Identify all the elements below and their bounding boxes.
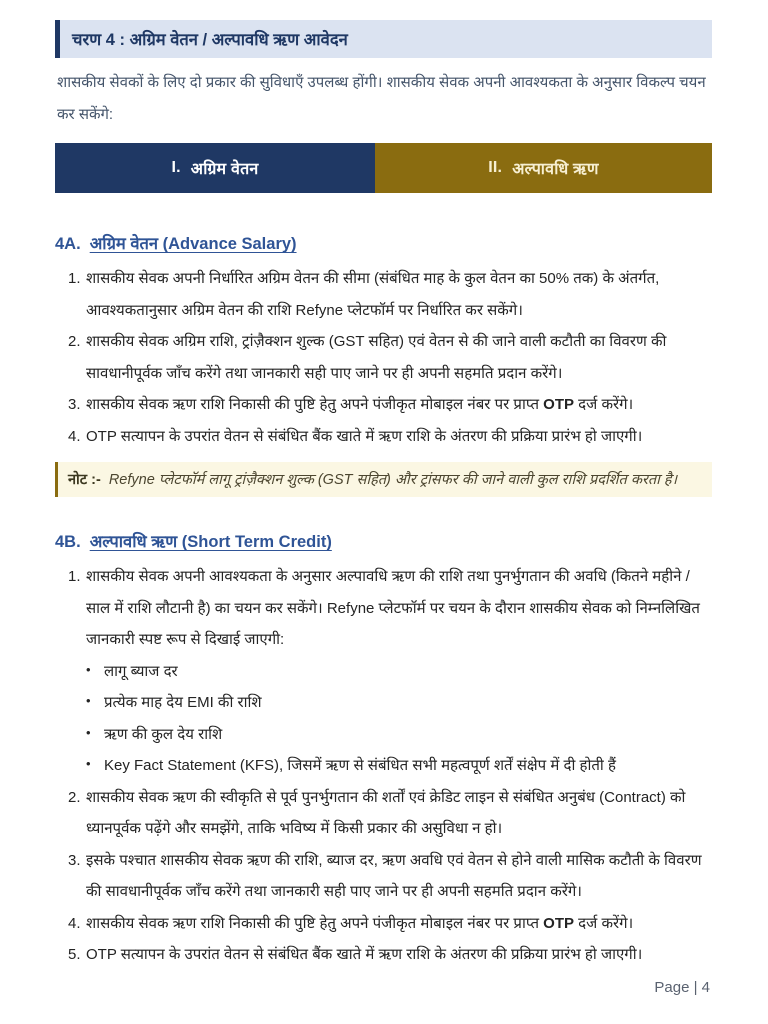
option-short-term-credit [375, 143, 712, 193]
option-bar [55, 143, 712, 193]
step-header [55, 20, 712, 58]
note-label: नोट :- [68, 472, 101, 488]
section-4b-list [55, 561, 712, 656]
option-short-term-credit-label: अल्पावधि ऋण [512, 161, 599, 178]
page-number: Page | 4 [654, 979, 710, 996]
list-item-number: 4. [68, 427, 81, 445]
list-item-number: 5. [68, 946, 81, 963]
section-4b-bullet-list [55, 656, 712, 782]
list-item [55, 389, 712, 421]
note-box [55, 462, 712, 497]
option-advance-salary-label: अग्रिम वेतन [190, 161, 259, 178]
list-item [55, 845, 712, 908]
bullet-item [55, 719, 712, 751]
option-advance-salary-numeral: I. [171, 159, 181, 176]
list-item-text: शासकीय सेवक अपनी आवश्यकता के अनुसार अल्पावधि ऋण की राशि तथा पुनर्भुगतान की अवधि (कितने महीने / साल में राशि लौटानी है) का चयन कर सकेंगे। Refyne प्लेटफॉर्म पर चयन के दौरान शासकीय सेवक को निम्नलिखित जानकारी स्पष्ट रूप से दिखाई जाएगी: [86, 568, 700, 648]
list-item-number: 4. [68, 914, 81, 932]
list-item [55, 326, 712, 389]
note-text: Refyne प्लेटफॉर्म लागू ट्रांज़ैक्शन शुल्क (GST सहित) और ट्रांसफर की जाने वाली कुल राशि प्रदर्शित करता है। [108, 472, 678, 488]
list-item-number: 3. [68, 396, 81, 413]
bullet-item-text: लागू ब्याज दर [104, 662, 178, 680]
step-title: चरण 4 : अग्रिम वेतन / अल्पावधि ऋण आवेदन [72, 31, 348, 49]
list-item-text: इसके पश्चात शासकीय सेवक ऋण की राशि, ब्याज दर, ऋण अवधि एवं वेतन से होने वाली मासिक कटौती के विवरण की सावधानीपूर्वक जाँच करेंगे तथा जानकारी सही पाए जाने पर ही अपनी सहमति प्रदान करेंगे। [86, 851, 702, 900]
list-item-number: 2. [68, 788, 81, 806]
list-item-text: OTP सत्यापन के उपरांत वेतन से संबंधित बैंक खाते में ऋण राशि के अंतरण की प्रक्रिया प्रारंभ हो जाएगी। [86, 946, 643, 963]
section-4b-title: अल्पावधि ऋण (Short Term Credit) [89, 533, 332, 551]
list-item [55, 421, 712, 453]
list-item-number: 3. [68, 851, 81, 869]
list-item-text: शासकीय सेवक ऋण की स्वीकृति से पूर्व पुनर्भुगतान की शर्तों एवं क्रेडिट लाइन से संबंधित अनुबंध (Contract) को ध्यानपूर्वक पढ़ेंगे और समझेंगे, ताकि भविष्य में किसी प्रकार की असुविधा न हो। [86, 788, 686, 837]
list-item-text: शासकीय सेवक अपनी निर्धारित अग्रिम वेतन की सीमा (संबंधित माह के कुल वेतन का 50% तक) के अंतर्गत, आवश्यकतानुसार अग्रिम वेतन की राशि Refyne प्लेटफॉर्म पर निर्धारित कर सकेंगे। [86, 270, 660, 319]
section-4a-number: 4A. [55, 235, 81, 253]
bullet-item [55, 687, 712, 719]
bullet-item-text: ऋण की कुल देय राशि [104, 725, 223, 743]
option-short-term-credit-numeral: II. [488, 159, 503, 176]
bullet-marker: • [86, 724, 91, 740]
list-item-number: 1. [68, 568, 81, 585]
section-4b-number: 4B. [55, 533, 81, 551]
list-item [55, 908, 712, 940]
list-item-text: OTP सत्यापन के उपरांत वेतन से संबंधित बैंक खाते में ऋण राशि के अंतरण की प्रक्रिया प्रारंभ हो जाएगी। [86, 427, 643, 445]
section-4b-heading [55, 529, 712, 552]
list-item-number: 1. [68, 270, 81, 287]
section-4a-title: अग्रिम वेतन (Advance Salary) [89, 235, 297, 253]
option-advance-salary [55, 143, 375, 193]
intro-text: शासकीय सेवकों के लिए दो प्रकार की सुविधाएँ उपलब्ध होंगी। शासकीय सेवक अपनी आवश्यकता के अनुसार विकल्प चयन कर सकेंगे: [57, 74, 706, 123]
list-item [55, 782, 712, 845]
list-item [55, 939, 712, 971]
list-item-text: शासकीय सेवक अग्रिम राशि, ट्रांज़ैक्शन शुल्क (GST सहित) एवं वेतन से की जाने वाली कटौती का विवरण की सावधानीपूर्वक जाँच करेंगे तथा जानकारी सही पाए जाने पर ही अपनी सहमति प्रदान करेंगे। [86, 333, 667, 382]
bullet-item-text: Key Fact Statement (KFS), जिसमें ऋण से संबंधित सभी महत्वपूर्ण शर्तें संक्षेप में दी होती हैं [104, 757, 616, 774]
bullet-marker: • [86, 693, 91, 708]
list-item-text: शासकीय सेवक ऋण राशि निकासी की पुष्टि हेतु अपने पंजीकृत मोबाइल नंबर पर प्राप्त OTP दर्ज करेंगे। [86, 914, 634, 932]
list-item-text: शासकीय सेवक ऋण राशि निकासी की पुष्टि हेतु अपने पंजीकृत मोबाइल नंबर पर प्राप्त OTP दर्ज करेंगे। [86, 396, 634, 413]
bullet-item [55, 750, 712, 782]
list-item [55, 561, 712, 656]
section-4a-list [55, 263, 712, 452]
section-4a-heading [55, 231, 712, 254]
bullet-marker: • [86, 756, 91, 771]
bullet-marker: • [86, 661, 91, 677]
list-item [55, 263, 712, 326]
bullet-item-text: प्रत्येक माह देय EMI की राशि [104, 694, 262, 711]
bullet-item [55, 656, 712, 688]
list-item-number: 2. [68, 333, 81, 350]
section-4b-list-continued [55, 782, 712, 971]
